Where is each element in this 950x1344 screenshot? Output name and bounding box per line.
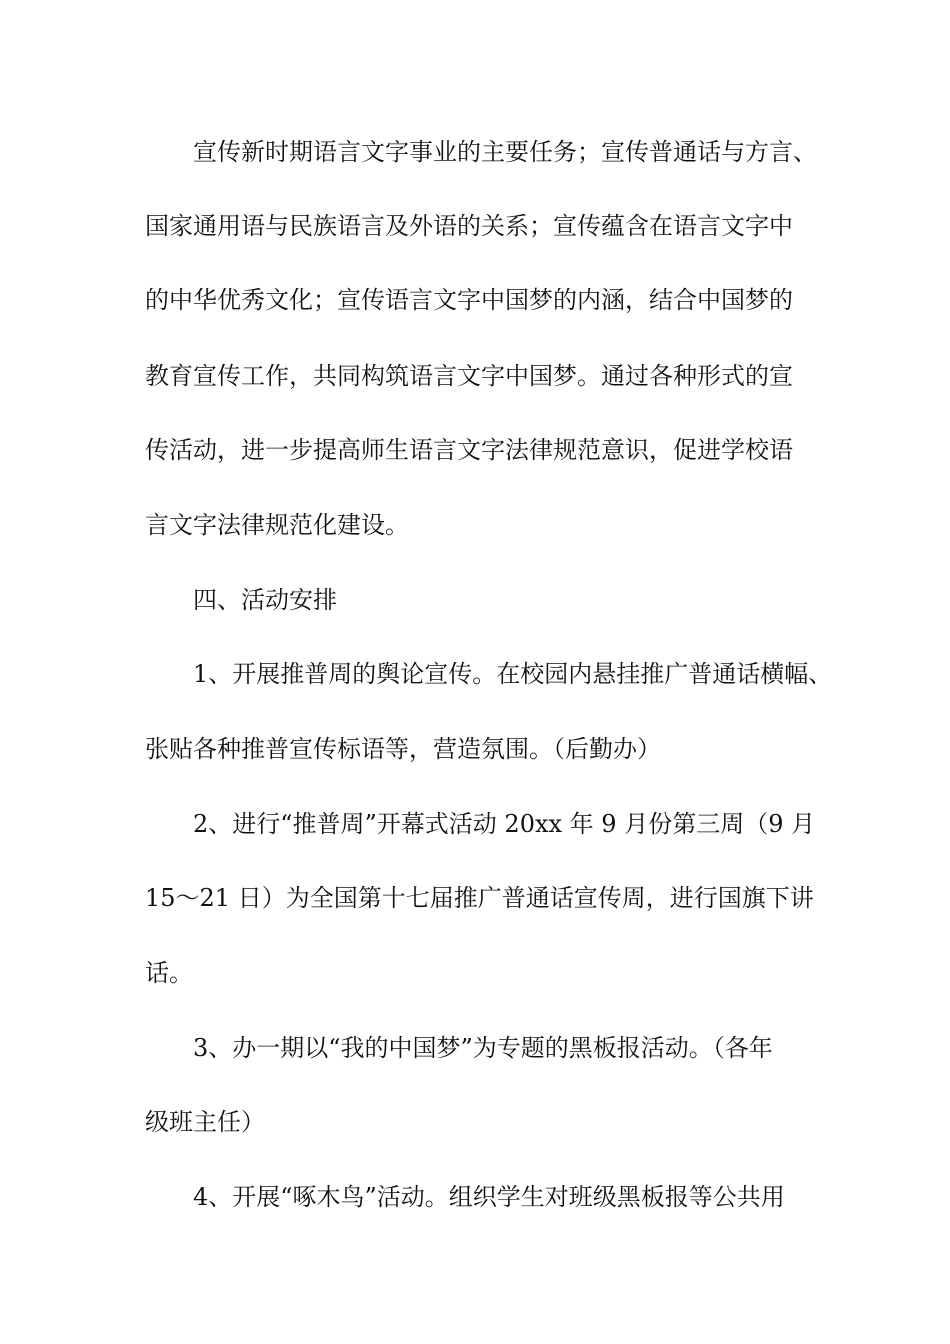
paragraph-line: 15～21 日）为全国第十七届推广普通话宣传周，进行国旗下讲 bbox=[145, 884, 814, 912]
paragraph-line: 4、开展“啄木鸟”活动。组织学生对班级黑板报等公共用 bbox=[193, 1183, 785, 1211]
paragraph-line: 宣传新时期语言文字事业的主要任务；宣传普通话与方言、 bbox=[193, 138, 817, 166]
paragraph-line: 话。 bbox=[145, 959, 193, 987]
paragraph-line: 国家通用语与民族语言及外语的关系；宣传蕴含在语言文字中 bbox=[145, 212, 793, 240]
section-heading: 四、活动安排 bbox=[193, 586, 337, 614]
paragraph-line: 传活动，进一步提高师生语言文字法律规范意识，促进学校语 bbox=[145, 436, 793, 464]
paragraph-line: 级班主任） bbox=[145, 1108, 265, 1136]
paragraph-line: 言文字法律规范化建设。 bbox=[145, 511, 409, 539]
paragraph-line: 2、进行“推普周”开幕式活动 20xx 年 9 月份第三周（9 月 bbox=[193, 810, 816, 838]
paragraph-line: 3、办一期以“我的中国梦”为专题的黑板报活动。（各年 bbox=[193, 1034, 773, 1062]
paragraph-line: 的中华优秀文化；宣传语言文字中国梦的内涵，结合中国梦的 bbox=[145, 286, 793, 314]
paragraph-line: 教育宣传工作，共同构筑语言文字中国梦。通过各种形式的宣 bbox=[145, 362, 793, 390]
paragraph-line: 1、开展推普周的舆论宣传。在校园内悬挂推广普通话横幅、 bbox=[193, 660, 833, 688]
paragraph-line: 张贴各种推普宣传标语等，营造氛围。（后勤办） bbox=[145, 735, 661, 763]
